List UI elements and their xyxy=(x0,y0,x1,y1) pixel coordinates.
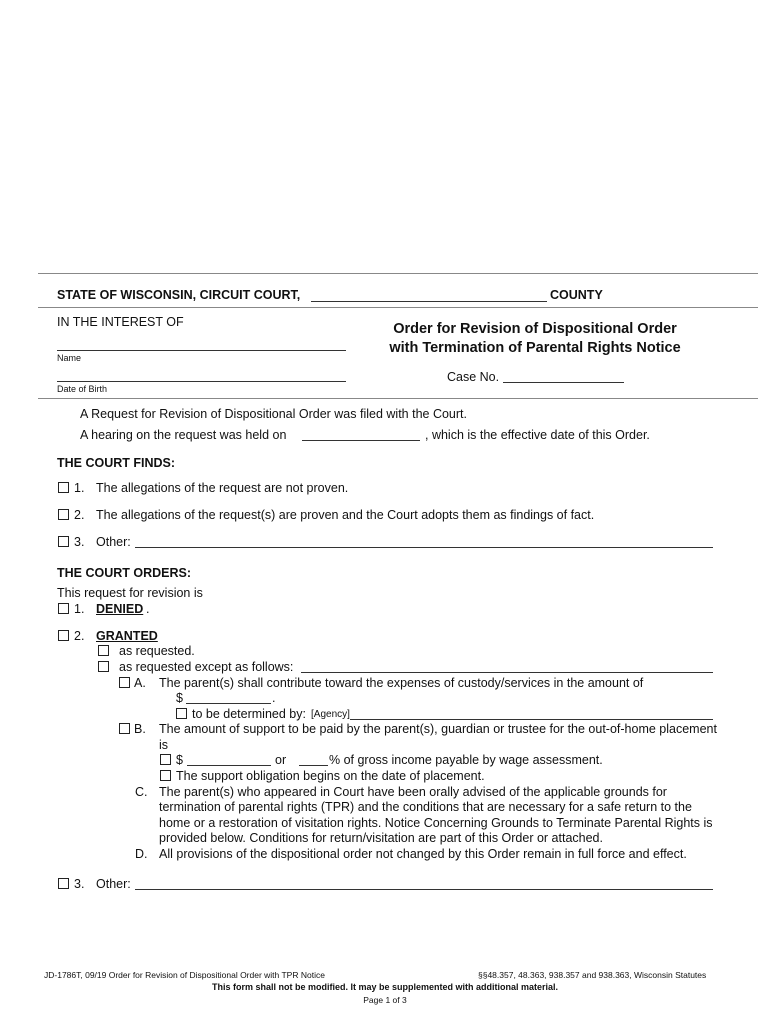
orders-2-number: 2. xyxy=(74,629,85,643)
in-the-interest-of-label: IN THE INTEREST OF xyxy=(57,315,184,329)
agency-field-line[interactable] xyxy=(350,719,713,720)
form-id: JD-1786T, 09/19 Order for Revision of Dispositional Order with TPR Notice xyxy=(44,970,325,980)
finds-2-text: The allegations of the request(s) are proven and the Court adopts them as findings of fact. xyxy=(96,508,595,522)
finds-1-checkbox[interactable] xyxy=(58,482,69,493)
support-amount-field-line[interactable] xyxy=(187,765,271,766)
orders-3-checkbox[interactable] xyxy=(58,878,69,889)
finds-3-other-label: Other: xyxy=(96,535,131,549)
intro-line2-suffix: , which is the effective date of this Order. xyxy=(425,428,650,442)
county-field-line[interactable] xyxy=(311,301,547,302)
form-title-line1: Order for Revision of Dispositional Order xyxy=(393,321,677,337)
finds-1-number: 1. xyxy=(74,481,85,495)
case-no-field-line[interactable] xyxy=(503,382,624,383)
item-b-label: B. xyxy=(134,722,146,736)
item-b-is: is xyxy=(159,738,169,752)
item-c-line4: provided below. Conditions for return/visitation are part of this Order or attached. xyxy=(159,831,603,845)
tbd-checkbox[interactable] xyxy=(176,708,187,719)
finds-3-number: 3. xyxy=(74,535,85,549)
finds-2-number: 2. xyxy=(74,508,85,522)
finds-other-field-line[interactable] xyxy=(135,547,713,548)
support-or-label: or xyxy=(275,753,287,767)
item-b-text: The amount of support to be paid by the parent(s), guardian or trustee for the out-of-home placement xyxy=(159,722,717,736)
form-title-line2: with Termination of Parental Rights Notice xyxy=(389,340,681,356)
except-field-line[interactable] xyxy=(301,672,713,673)
item-d-label: D. xyxy=(135,847,148,861)
denied-period: . xyxy=(146,602,150,616)
intro-line2-prefix: A hearing on the request was held on xyxy=(80,428,287,442)
modification-notice: This form shall not be modified. It may be supplemented with additional material. xyxy=(211,982,559,992)
as-requested-label: as requested. xyxy=(119,644,195,658)
item-c-line2: termination of parental rights (TPR) and the conditions that are necessary for a safe return to the xyxy=(159,800,692,814)
item-c-line1: The parent(s) who appeared in Court have been orally advised of the applicable grounds for xyxy=(159,785,667,799)
orders-1-number: 1. xyxy=(74,602,85,616)
denied-label: DENIED xyxy=(96,602,144,616)
support-begins-text: The support obligation begins on the date of placement. xyxy=(176,769,485,783)
as-requested-except-checkbox[interactable] xyxy=(98,661,109,672)
support-begins-checkbox[interactable] xyxy=(160,770,171,781)
orders-3-number: 3. xyxy=(74,877,85,891)
item-b-checkbox[interactable] xyxy=(119,723,130,734)
item-a-amount-field-line[interactable] xyxy=(186,703,271,704)
support-amount-checkbox[interactable] xyxy=(160,754,171,765)
orders-other-field-line[interactable] xyxy=(135,889,713,890)
item-a-label: A. xyxy=(134,676,146,690)
granted-label: GRANTED xyxy=(96,629,158,643)
header-bottom-divider xyxy=(38,398,758,399)
support-percent-text: % of gross income payable by wage assessment. xyxy=(329,753,603,767)
item-a-checkbox[interactable] xyxy=(119,677,130,688)
item-d-text: All provisions of the dispositional order not changed by this Order remain in full force and effect. xyxy=(159,847,687,861)
header-divider xyxy=(38,307,758,308)
state-court-label: STATE OF WISCONSIN, CIRCUIT COURT, xyxy=(57,288,301,302)
top-divider xyxy=(38,273,758,274)
tbd-label: to be determined by: xyxy=(192,707,306,721)
item-c-label: C. xyxy=(135,785,148,799)
as-requested-checkbox[interactable] xyxy=(98,645,109,656)
support-dollar-sign: $ xyxy=(176,753,183,767)
orders-2-checkbox[interactable] xyxy=(58,630,69,641)
county-label: COUNTY xyxy=(550,288,603,302)
agency-label: [Agency] xyxy=(311,709,350,720)
hearing-date-field-line[interactable] xyxy=(302,440,420,441)
support-percent-field-line[interactable] xyxy=(299,765,328,766)
court-finds-heading: THE COURT FINDS: xyxy=(57,456,176,470)
name-label: Name xyxy=(57,353,82,363)
orders-3-other-label: Other: xyxy=(96,877,131,891)
finds-1-text: The allegations of the request are not proven. xyxy=(96,481,349,495)
item-a-text: The parent(s) shall contribute toward the expenses of custody/services in the amount of xyxy=(159,676,644,690)
orders-intro: This request for revision is xyxy=(57,586,203,600)
case-no-label: Case No. xyxy=(447,370,500,384)
court-orders-heading: THE COURT ORDERS: xyxy=(57,566,192,580)
page-number: Page 1 of 3 xyxy=(363,995,407,1005)
dob-label: Date of Birth xyxy=(57,384,108,394)
item-a-period: . xyxy=(272,691,276,705)
dob-field-line[interactable] xyxy=(57,381,346,382)
intro-line1: A Request for Revision of Dispositional Order was filed with the Court. xyxy=(80,407,467,421)
orders-1-checkbox[interactable] xyxy=(58,603,69,614)
name-field-line[interactable] xyxy=(57,350,346,351)
finds-2-checkbox[interactable] xyxy=(58,509,69,520)
as-requested-except-label: as requested except as follows: xyxy=(119,660,294,674)
item-a-dollar-sign: $ xyxy=(176,691,183,705)
statutes: §§48.357, 48.363, 938.357 and 938.363, Wisconsin Statutes xyxy=(478,970,707,980)
finds-3-checkbox[interactable] xyxy=(58,536,69,547)
item-c-line3: home or a restoration of visitation rights. Notice Concerning Grounds to Terminate Parental Rights is xyxy=(159,816,713,830)
